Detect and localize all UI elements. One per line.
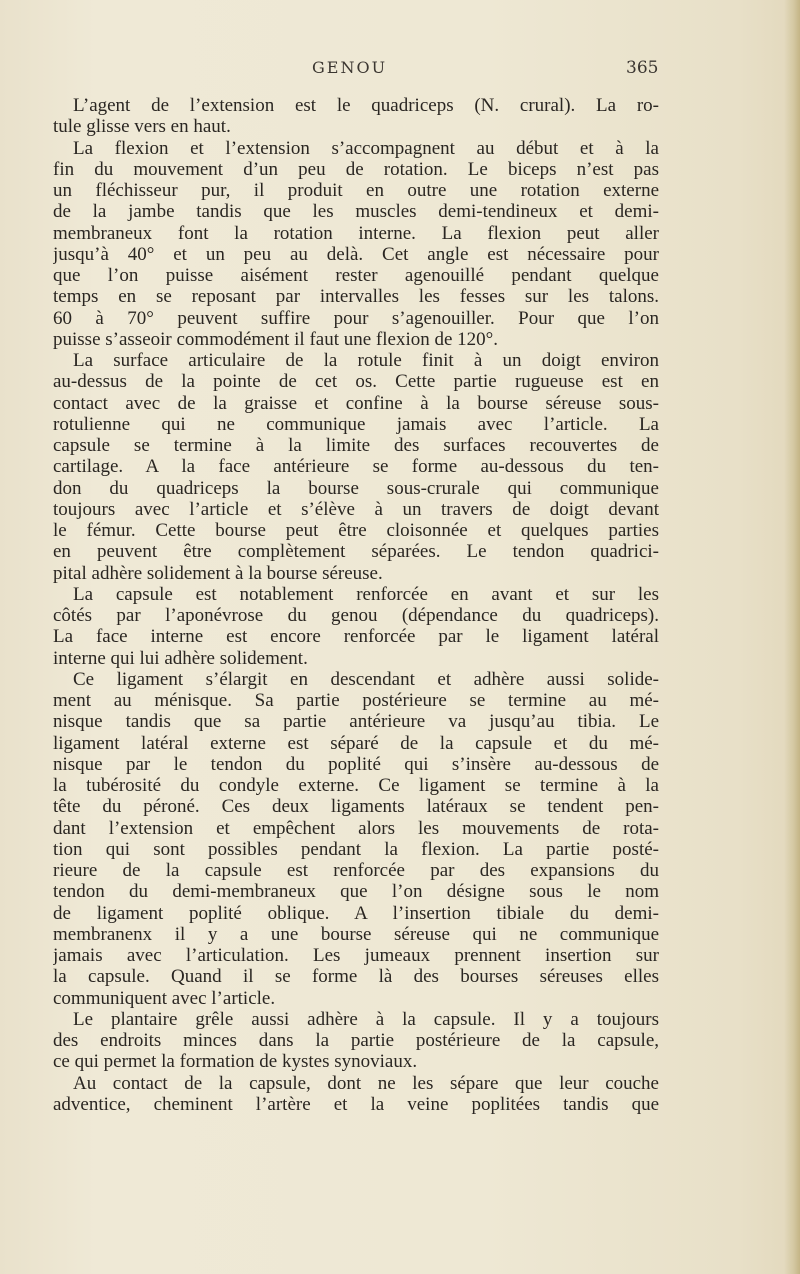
text-line: tule glisse vers en haut.: [53, 116, 231, 138]
text-line: la tubérosité du condyle externe. Ce ligament se termine à la: [53, 775, 659, 796]
text-line: membraneux font la rotation interne. La flexion peut aller: [53, 222, 659, 244]
text-line: 60 à 70° peuvent suffire pour s’agenouiller. Pour que l’on: [53, 307, 659, 329]
text-line: contact avec de la graisse et confine à la bourse séreuse sous-: [53, 392, 659, 414]
page-header: [0, 58, 800, 88]
text-line: que l’on puisse aisément rester agenouillé pendant quelque: [53, 265, 659, 286]
text-line: fin du mouvement d’un peu de rotation. Le biceps n’est pas: [53, 158, 659, 180]
text-line: don du quadriceps la bourse sous-crurale qui communique: [53, 477, 659, 499]
text-line: membranenx il y a une bourse séreuse qui ne communique: [53, 923, 659, 945]
text-line: puisse s’asseoir commodément il faut une flexion de 120°.: [53, 328, 499, 350]
text-line: La face interne est encore renforcée par le ligament latéral: [53, 626, 659, 648]
text-line: interne qui lui adhère solidement.: [53, 647, 308, 669]
text-line: la capsule. Quand il se forme là des bourses séreuses elles: [53, 966, 659, 988]
text-line: de la jambe tandis que les muscles demi-tendineux et demi-: [53, 201, 659, 223]
text-line: La flexion et l’extension s’accompagnent au début et à la: [73, 137, 659, 159]
text-line: ment au ménisque. Sa partie postérieure se termine au mé-: [53, 690, 659, 711]
page-number: 365: [626, 58, 659, 78]
text-line: communiquent avec l’article.: [53, 987, 276, 1009]
text-line: nisque tandis que sa partie antérieure va jusqu’au tibia. Le: [53, 711, 659, 733]
text-line: La surface articulaire de la rotule finit à un doigt environ: [73, 350, 659, 371]
text-line: ligament latéral externe est séparé de la capsule et du mé-: [53, 732, 659, 754]
running-title: GENOU: [312, 58, 388, 77]
text-line: tête du péroné. Ces deux ligaments latéraux se tendent pen-: [53, 796, 659, 818]
text-line: au-dessus de la pointe de cet os. Cette partie rugueuse est en: [53, 371, 659, 393]
text-line: temps en se reposant par intervalles les fesses sur les talons.: [53, 286, 659, 308]
text-line: tion qui sont possibles pendant la flexion. La partie posté-: [53, 838, 659, 860]
page-edge-shadow: [784, 0, 800, 1274]
text-line: dant l’extension et empêchent alors les mouvements de rota-: [53, 817, 659, 839]
text-line: Ce ligament s’élargit en descendant et adhère aussi solide-: [73, 668, 659, 690]
text-line: jamais avec l’articulation. Les jumeaux prennent insertion sur: [53, 945, 659, 966]
text-line: ce qui permet la formation de kystes synoviaux.: [53, 1051, 418, 1073]
text-line: L’agent de l’extension est le quadriceps (N. crural). La ro-: [73, 95, 659, 116]
text-line: rotulienne qui ne communique jamais avec l’article. La: [53, 413, 659, 435]
text-line: nisque par le tendon du poplité qui s’insère au-dessous de: [53, 753, 659, 775]
body-text: [53, 95, 659, 1115]
text-line: rieure de la capsule est renforcée par des expansions du: [53, 860, 659, 881]
text-line: cartilage. A la face antérieure se forme au-dessous du ten-: [53, 456, 659, 478]
text-line: tendon du demi-membraneux que l’on désigne sous le nom: [53, 881, 659, 903]
text-line: en peuvent être complètement séparées. Le tendon quadrici-: [53, 541, 659, 563]
text-line: un fléchisseur pur, il produit en outre une rotation externe: [53, 180, 659, 201]
text-line: Le plantaire grêle aussi adhère à la capsule. Il y a toujours: [73, 1008, 659, 1030]
text-line: de ligament poplité oblique. A l’insertion tibiale du demi-: [53, 902, 659, 924]
text-line: toujours avec l’article et s’élève à un travers de doigt devant: [53, 498, 659, 520]
text-line: le fémur. Cette bourse peut être cloisonnée et quelques parties: [53, 520, 659, 541]
text-line: adventice, cheminent l’artère et la veine poplitées tandis que: [53, 1093, 659, 1115]
text-line: capsule se termine à la limite des surfaces recouvertes de: [53, 435, 659, 456]
text-line: pital adhère solidement à la bourse séreuse.: [53, 562, 383, 584]
text-line: côtés par l’aponévrose du genou (dépendance du quadriceps).: [53, 605, 659, 626]
text-line: jusqu’à 40° et un peu au delà. Cet angle est nécessaire pour: [53, 243, 659, 265]
text-line: La capsule est notablement renforcée en avant et sur les: [73, 583, 659, 605]
text-line: des endroits minces dans la partie postérieure de la capsule,: [53, 1030, 659, 1051]
text-line: Au contact de la capsule, dont ne les sépare que leur couche: [73, 1072, 659, 1094]
